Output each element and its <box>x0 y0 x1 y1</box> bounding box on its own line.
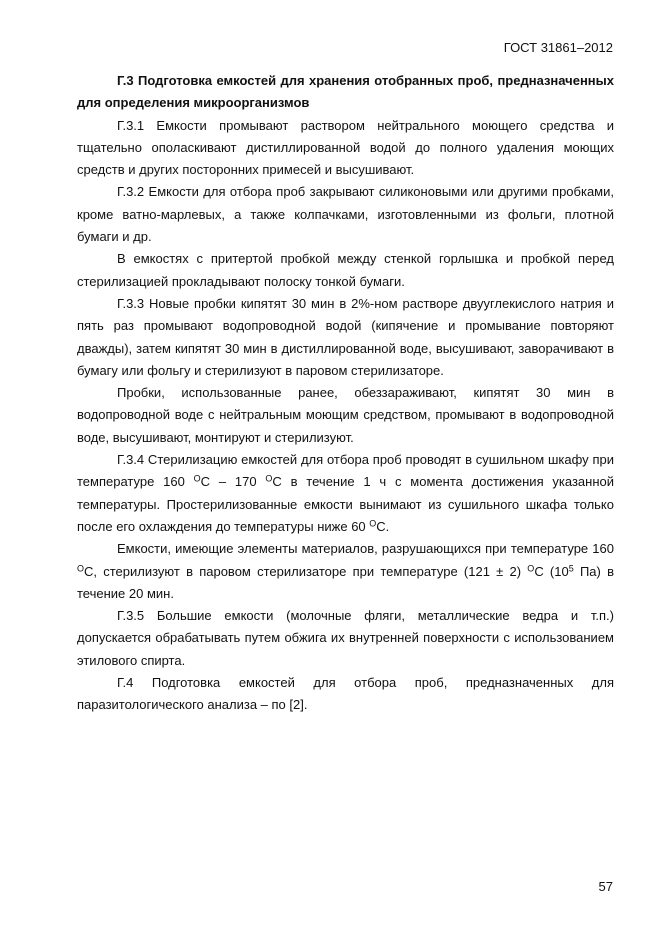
degree-superscript: О <box>369 518 377 529</box>
paragraph-g3-4-note <box>77 538 614 605</box>
degree-superscript: О <box>193 473 201 484</box>
degree-superscript: О <box>265 473 273 484</box>
text-run: Г.3.4 Стерилизацию емкостей для отбора проб проводят в сушильном шкафу при температуре 160 <box>77 452 614 490</box>
page-number: 57 <box>598 879 613 894</box>
text-run: С (10 <box>534 563 569 579</box>
standard-code: ГОСТ 31861–2012 <box>503 40 613 55</box>
paragraph-g3-1: Г.3.1 Емкости промывают раствором нейтрального моющего средства и тщательно ополаскивают дистиллированной водой до полного удаления моющих средств и других посторонних примесей и высушивают. <box>77 117 614 178</box>
paragraph-g3-2-note: В емкостях с притертой пробкой между стенкой горлышка и пробкой перед стерилизацией прокладывают полоску тонкой бумаги. <box>77 251 614 289</box>
paragraph-g3-5: Г.3.5 Большие емкости (молочные фляги, металлические ведра и т.п.) допускается обрабатывать путем обжига их внутренней поверхности с использованием этилового спирта. <box>77 608 614 668</box>
text-run: С, стерилизуют в паровом стерилизаторе при температуре (121 ± 2) <box>84 563 528 579</box>
paragraph-g4: Г.4 Подготовка емкостей для отбора проб, предназначенных для паразитологического анализа – по [2]. <box>77 675 614 713</box>
paragraph-g3-2: Г.3.2 Емкости для отбора проб закрывают силиконовыми или другими пробками, кроме ватно-марлевых, а также колпачками, изготовленными из фольги, плотной бумаги и др. <box>77 184 614 245</box>
document-body <box>77 70 614 717</box>
exponent-superscript: 5 <box>568 563 574 574</box>
degree-superscript: О <box>527 563 535 574</box>
paragraph-g3-4 <box>77 449 614 538</box>
degree-superscript: О <box>77 563 85 574</box>
text-run: С – 170 <box>200 474 266 490</box>
section-heading-g3: Г.3 Подготовка емкостей для хранения отобранных проб, предназначенных для определения микроорганизмов <box>77 73 614 111</box>
text-run: С в течение 1 ч с момента достижения указанной температуры. Простерилизованные емкости вынимают из сушильного шкафа только после его охлаждения до температуры ниже 60 <box>77 474 615 534</box>
paragraph-g3-3: Г.3.3 Новые пробки кипятят 30 мин в 2%-ном растворе двууглекислого натрия и пять раз промывают водопроводной водой (кипячение и промывание повторяют дважды), затем кипятят 30 мин в дистиллированной воде, высушивают, заворачивают в бумагу или фольгу и стерилизуют в паровом стерилизаторе. <box>77 295 614 378</box>
paragraph-g3-3-used-corks: Пробки, использованные ранее, обеззараживают, кипятят 30 мин в водопроводной воде с нейтральным моющим средством, промывают в водопроводной воде, высушивают, монтируют и стерилизуют. <box>77 385 614 445</box>
text-run: Па) в течение 20 мин. <box>77 563 614 601</box>
text-run: С. <box>376 518 390 534</box>
text-run: Емкости, имеющие элементы материалов, разрушающихся при температуре 160 <box>117 541 614 557</box>
